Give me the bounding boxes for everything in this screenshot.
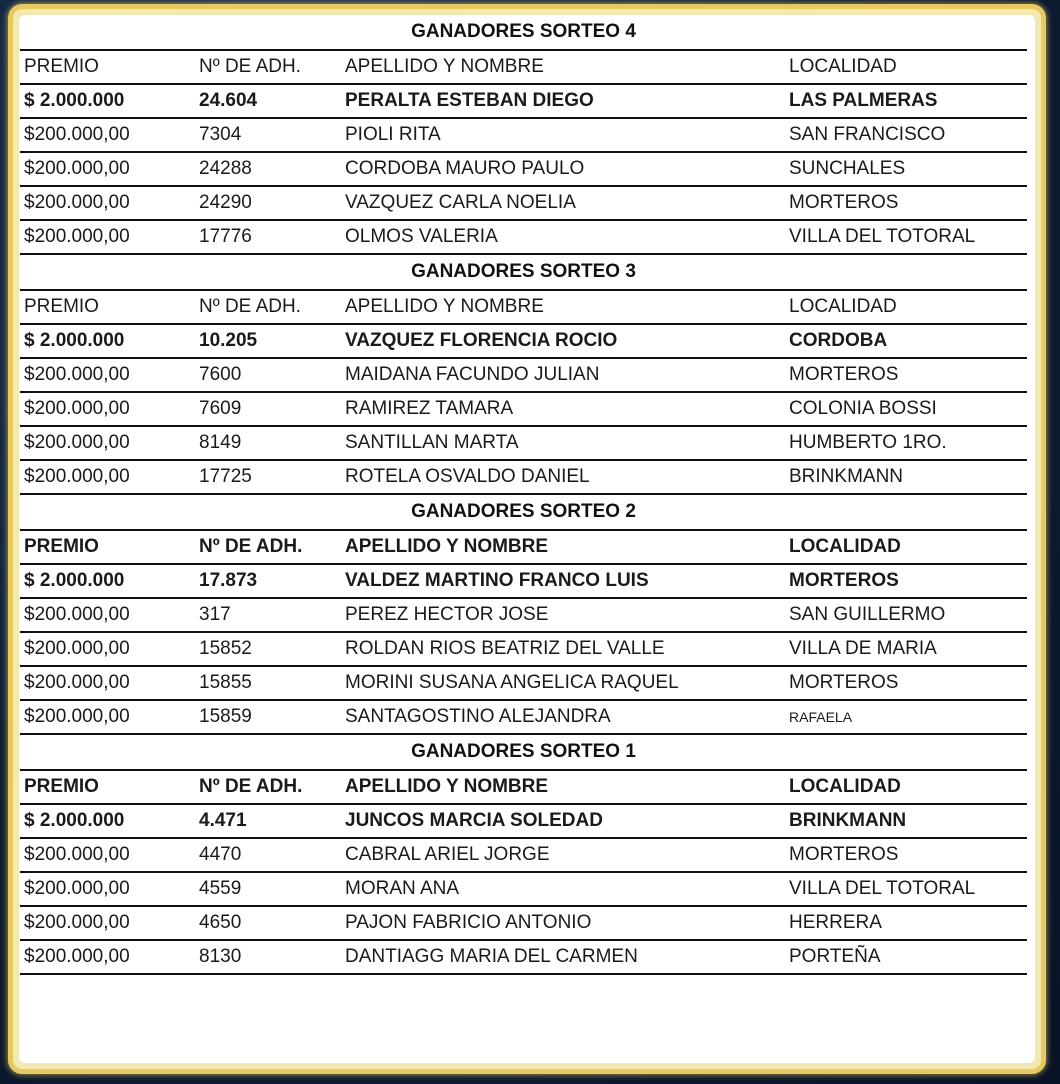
name-cell: JUNCOS MARCIA SOLEDAD [345, 810, 603, 831]
name-cell: DANTIAGG MARIA DEL CARMEN [345, 946, 638, 967]
name-header: APELLIDO Y NOMBRE [345, 536, 549, 557]
name-cell: PERALTA ESTEBAN DIEGO [345, 90, 594, 111]
name-cell: CORDOBA MAURO PAULO [345, 158, 585, 179]
locality-cell: BRINKMANN [789, 466, 904, 487]
locality-header: LOCALIDAD [789, 56, 897, 77]
member-number-cell: 24.604 [199, 90, 258, 111]
table-row [20, 427, 1027, 461]
table-row [20, 153, 1027, 187]
name-cell: PEREZ HECTOR JOSE [345, 604, 549, 625]
member-number-header: Nº DE ADH. [199, 536, 303, 557]
locality-cell: VILLA DEL TOTORAL [789, 878, 976, 899]
name-cell: ROLDAN RIOS BEATRIZ DEL VALLE [345, 638, 665, 659]
locality-cell: PORTEÑA [789, 946, 881, 967]
member-number-cell: 24288 [199, 158, 252, 179]
prize-cell: $200.000,00 [24, 158, 130, 179]
prize-header: PREMIO [24, 56, 99, 77]
locality-cell: LAS PALMERAS [789, 90, 938, 111]
main-prize-row [20, 325, 1027, 359]
name-cell: ROTELA OSVALDO DANIEL [345, 466, 590, 487]
locality-cell: SAN FRANCISCO [789, 124, 946, 145]
name-cell: VALDEZ MARTINO FRANCO LUIS [345, 570, 649, 591]
prize-header: PREMIO [24, 536, 99, 557]
name-cell: CABRAL ARIEL JORGE [345, 844, 550, 865]
main-prize-row [20, 85, 1027, 119]
locality-cell: VILLA DE MARIA [789, 638, 937, 659]
member-number-cell: 7304 [199, 124, 242, 145]
member-number-cell: 4559 [199, 878, 242, 899]
member-number-cell: 17.873 [199, 570, 258, 591]
table-row [20, 941, 1027, 975]
member-number-cell: 7600 [199, 364, 242, 385]
draw-title: GANADORES SORTEO 3 [20, 255, 1027, 291]
member-number-cell: 17776 [199, 226, 252, 247]
prize-cell: $200.000,00 [24, 466, 130, 487]
name-cell: OLMOS VALERIA [345, 226, 498, 247]
draw-section [19, 255, 1035, 495]
prize-cell: $ 2.000.000 [24, 90, 125, 111]
member-number-cell: 15852 [199, 638, 252, 659]
prize-cell: $200.000,00 [24, 672, 130, 693]
name-cell: VAZQUEZ CARLA NOELIA [345, 192, 576, 213]
table-row [20, 667, 1027, 701]
locality-cell: MORTEROS [789, 192, 899, 213]
name-cell: PAJON FABRICIO ANTONIO [345, 912, 592, 933]
locality-cell: MORTEROS [789, 364, 899, 385]
locality-header: LOCALIDAD [789, 536, 901, 557]
name-header: APELLIDO Y NOMBRE [345, 56, 544, 77]
draw-section [19, 735, 1035, 975]
table-row [20, 873, 1027, 907]
prize-cell: $200.000,00 [24, 912, 130, 933]
table-row [20, 461, 1027, 495]
member-number-cell: 24290 [199, 192, 252, 213]
member-number-cell: 10.205 [199, 330, 258, 351]
table-row [20, 221, 1027, 255]
prize-cell: $200.000,00 [24, 706, 130, 727]
locality-cell: SAN GUILLERMO [789, 604, 946, 625]
table-header-row [20, 51, 1027, 85]
prize-cell: $ 2.000.000 [24, 330, 125, 351]
table-row [20, 187, 1027, 221]
member-number-cell: 17725 [199, 466, 252, 487]
draw-title: GANADORES SORTEO 4 [20, 15, 1027, 51]
main-prize-row [20, 805, 1027, 839]
table-row [20, 701, 1027, 735]
table-row [20, 839, 1027, 873]
member-number-cell: 8130 [199, 946, 242, 967]
table-header-row [20, 531, 1027, 565]
prize-cell: $200.000,00 [24, 432, 130, 453]
table-header-row [20, 771, 1027, 805]
prize-cell: $ 2.000.000 [24, 810, 125, 831]
locality-cell: HERRERA [789, 912, 882, 933]
member-number-cell: 7609 [199, 398, 242, 419]
name-cell: MORAN ANA [345, 878, 460, 899]
draw-section [19, 495, 1035, 735]
table-row [20, 393, 1027, 427]
locality-cell: COLONIA BOSSI [789, 398, 937, 419]
gold-frame [8, 4, 1046, 1074]
prize-cell: $200.000,00 [24, 124, 130, 145]
name-cell: SANTILLAN MARTA [345, 432, 519, 453]
member-number-cell: 4650 [199, 912, 242, 933]
prize-header: PREMIO [24, 296, 99, 317]
locality-header: LOCALIDAD [789, 776, 901, 797]
member-number-cell: 317 [199, 604, 231, 625]
table-row [20, 599, 1027, 633]
member-number-cell: 8149 [199, 432, 242, 453]
name-cell: SANTAGOSTINO ALEJANDRA [345, 706, 611, 727]
member-number-cell: 4.471 [199, 810, 247, 831]
locality-header: LOCALIDAD [789, 296, 897, 317]
winners-panel [19, 15, 1035, 1063]
prize-cell: $200.000,00 [24, 398, 130, 419]
table-header-row [20, 291, 1027, 325]
locality-cell: CORDOBA [789, 330, 888, 351]
member-number-cell: 15855 [199, 672, 252, 693]
table-row [20, 119, 1027, 153]
locality-cell: RAFAELA [789, 709, 853, 725]
member-number-header: Nº DE ADH. [199, 296, 301, 317]
locality-cell: VILLA DEL TOTORAL [789, 226, 976, 247]
draw-title: GANADORES SORTEO 2 [20, 495, 1027, 531]
table-row [20, 633, 1027, 667]
name-cell: RAMIREZ TAMARA [345, 398, 514, 419]
prize-header: PREMIO [24, 776, 99, 797]
prize-cell: $200.000,00 [24, 192, 130, 213]
member-number-header: Nº DE ADH. [199, 56, 301, 77]
locality-cell: MORTEROS [789, 570, 899, 591]
prize-cell: $200.000,00 [24, 844, 130, 865]
locality-cell: HUMBERTO 1RO. [789, 432, 947, 453]
prize-cell: $200.000,00 [24, 638, 130, 659]
name-cell: MAIDANA FACUNDO JULIAN [345, 364, 600, 385]
prize-cell: $ 2.000.000 [24, 570, 125, 591]
name-cell: PIOLI RITA [345, 124, 441, 145]
prize-cell: $200.000,00 [24, 946, 130, 967]
name-cell: MORINI SUSANA ANGELICA RAQUEL [345, 672, 679, 693]
draw-title: GANADORES SORTEO 1 [20, 735, 1027, 771]
prize-cell: $200.000,00 [24, 604, 130, 625]
member-number-cell: 15859 [199, 706, 252, 727]
locality-cell: SUNCHALES [789, 158, 906, 179]
prize-cell: $200.000,00 [24, 878, 130, 899]
name-header: APELLIDO Y NOMBRE [345, 296, 544, 317]
main-prize-row [20, 565, 1027, 599]
table-row [20, 907, 1027, 941]
locality-cell: MORTEROS [789, 844, 899, 865]
table-row [20, 359, 1027, 393]
name-cell: VAZQUEZ FLORENCIA ROCIO [345, 330, 618, 351]
member-number-cell: 4470 [199, 844, 242, 865]
prize-cell: $200.000,00 [24, 364, 130, 385]
locality-cell: MORTEROS [789, 672, 899, 693]
member-number-header: Nº DE ADH. [199, 776, 303, 797]
prize-cell: $200.000,00 [24, 226, 130, 247]
name-header: APELLIDO Y NOMBRE [345, 776, 549, 797]
locality-cell: BRINKMANN [789, 810, 907, 831]
draw-section [19, 15, 1035, 255]
